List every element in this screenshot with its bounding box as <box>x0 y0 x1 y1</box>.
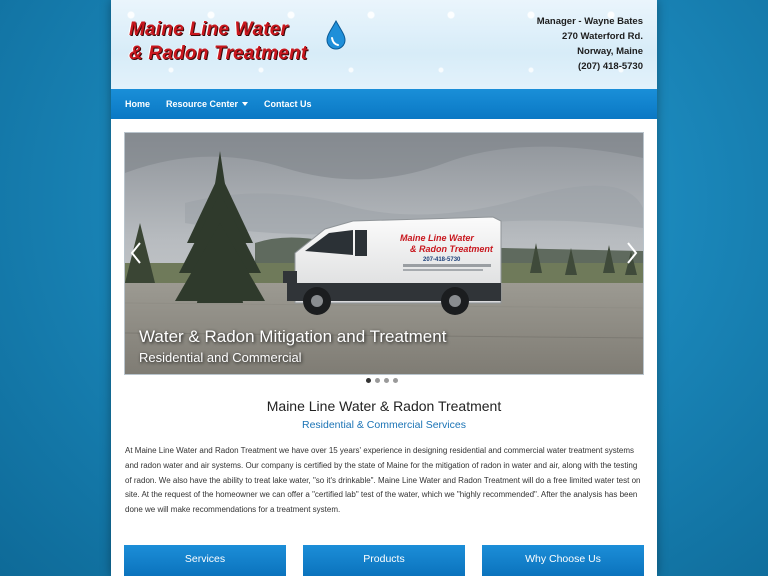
water-drop-icon <box>325 20 347 50</box>
city-state: Norway, Maine <box>577 46 643 57</box>
slide-caption <box>139 326 446 368</box>
logo-text-line1: Maine Line Water <box>129 19 289 40</box>
manager-name: Manager - Wayne Bates <box>536 16 643 27</box>
page-title: Maine Line Water & Radon Treatment <box>266 398 502 414</box>
carousel-next-arrow-icon[interactable] <box>625 241 639 265</box>
services-box[interactable] <box>124 545 286 576</box>
nav-resource-center-label: Resource Center <box>166 99 239 109</box>
nav-home-label: Home <box>125 99 151 109</box>
logo-text-line2: & Radon Treatment <box>129 43 308 64</box>
site-logo[interactable] <box>129 18 339 78</box>
nav-item-home[interactable] <box>125 99 150 109</box>
site-header <box>111 0 657 89</box>
slide-caption-subtitle: Residential and Commercial <box>139 350 302 365</box>
carousel-indicators <box>366 378 398 383</box>
main-nav <box>111 89 657 119</box>
carousel-dot-4[interactable] <box>393 378 398 383</box>
page-container <box>111 0 657 576</box>
products-box[interactable] <box>303 545 465 576</box>
feature-boxes <box>124 545 644 576</box>
van-logo-line1: Maine Line Water <box>400 233 474 243</box>
nav-contact-us-label: Contact Us <box>264 99 312 109</box>
slide-caption-title: Water & Radon Mitigation and Treatment <box>139 327 447 346</box>
phone-number[interactable]: (207) 418-5730 <box>578 61 643 72</box>
intro-paragraph: At Maine Line Water and Radon Treatment we have over 15 years' experience in designing residential and commercial water treatment systems and radon water and air systems. Our company is certified by the state of Maine for the mitigation of radon in water and air, along with the testing of radon. We also have the ability to treat lake water, "so it's drinkable". Maine Line Water and Radon Treatment will do a free limited water test on site. At the request of the homeowner we can offer a "certified lab" test of the water, which we "highly recommended". After the analysis has been done we will make recommendations for a treatment system. <box>125 446 641 515</box>
street-address: 270 Waterford Rd. <box>562 31 643 42</box>
nav-item-contact-us[interactable] <box>264 99 312 109</box>
why-choose-us-label: Why Choose Us <box>525 552 601 565</box>
carousel-prev-arrow-icon[interactable] <box>129 241 143 265</box>
nav-item-resource-center[interactable] <box>166 99 248 109</box>
hero-carousel[interactable] <box>124 132 644 375</box>
page-subtitle: Residential & Commercial Services <box>302 419 466 431</box>
services-label: Services <box>184 552 226 565</box>
header-contact-info <box>537 14 643 74</box>
carousel-dot-1[interactable] <box>366 378 371 383</box>
carousel-dot-3[interactable] <box>384 378 389 383</box>
carousel-dot-2[interactable] <box>375 378 380 383</box>
chevron-down-icon <box>242 102 248 106</box>
why-choose-us-box[interactable] <box>482 545 644 576</box>
van-phone: 207-418-5730 <box>423 257 461 263</box>
products-label: Products <box>363 552 405 565</box>
van-logo-line2: & Radon Treatment <box>410 244 493 254</box>
